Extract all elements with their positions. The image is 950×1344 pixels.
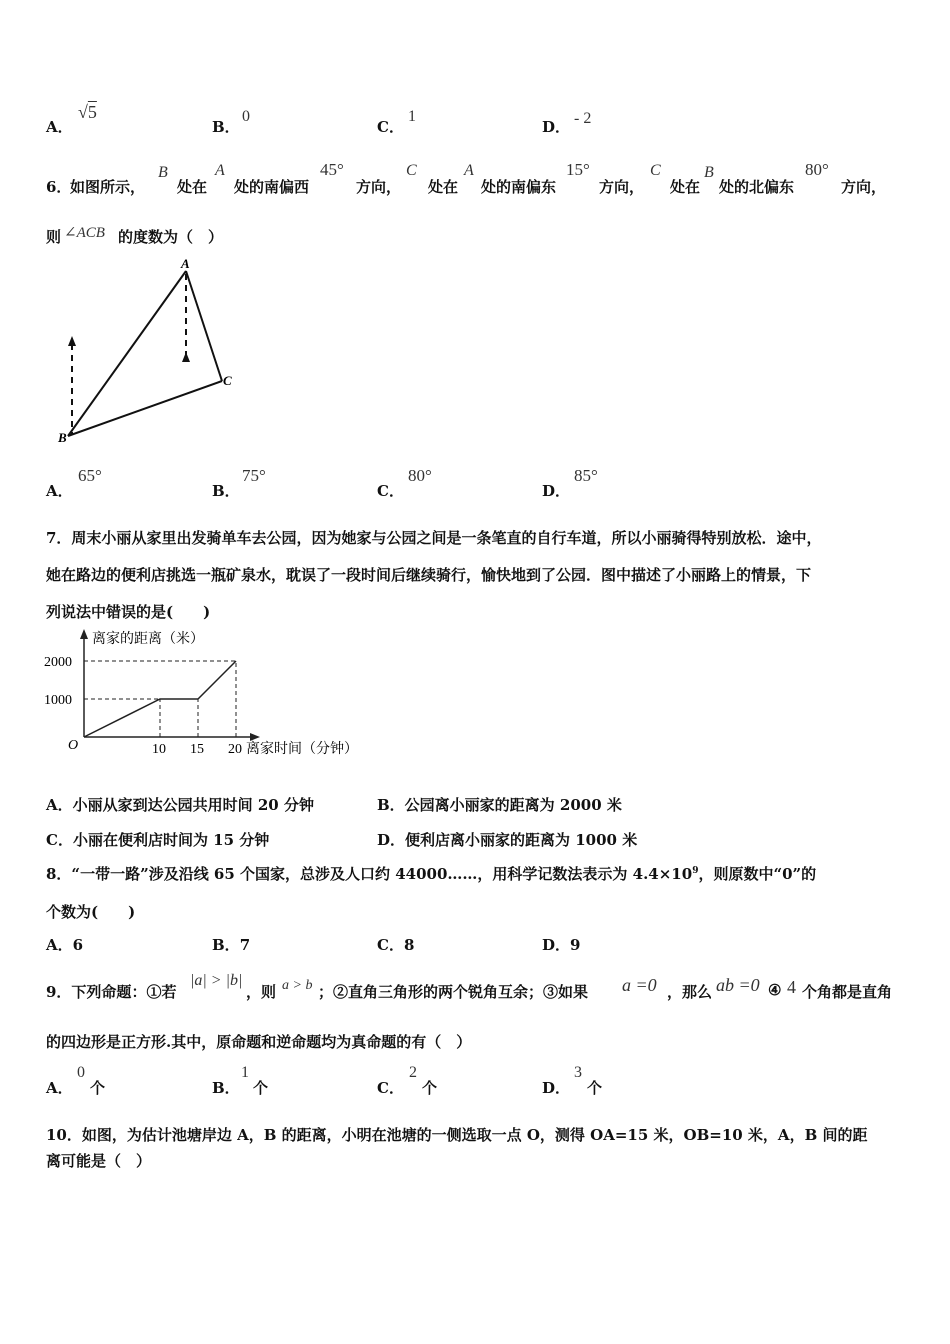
q7-line-1: 7．周末小丽从家里出发骑单车去公园，因为她家与公园之间是一条笔直的自行车道，所以小丽骑得特别放松．途中， [46, 529, 822, 547]
q6-fig-label-a: A [181, 256, 190, 271]
q6-side-bc [68, 381, 222, 436]
chart-origin-label: O [68, 738, 79, 753]
q6-option-b-value: 75° [242, 466, 266, 485]
q6-option-d-letter: D． [542, 482, 571, 500]
q9-option-b-value: 1 [241, 1064, 249, 1081]
q9-text-1: 9．下列命题：①若 [46, 983, 177, 1001]
q5-option-c-value: 1 [408, 108, 416, 125]
q6-A2: A [464, 162, 474, 179]
q6-text-9: 处的北偏东 [719, 178, 795, 196]
q6-side-ab [68, 271, 186, 436]
chart-x-label: 离家时间（分钟） [246, 740, 358, 756]
q6-text-6: 处的南偏东 [481, 178, 557, 196]
q5-option-d-value: - 2 [574, 110, 592, 127]
q7-option-d: D．便利店离小丽家的距离为 1000 米 [377, 831, 638, 849]
q6-option-c-value: 80° [408, 466, 432, 485]
q8-option-b: B．7 [212, 936, 251, 954]
chart-y-label: 离家的距离（米） [92, 630, 204, 646]
q6-text-4: 方向， [356, 178, 402, 196]
q6-option-a-value: 65° [78, 466, 102, 485]
q9-text-2: ，则 [246, 983, 277, 1001]
chart-y-tick-label: 1000 [44, 693, 72, 708]
q6-text-1: 如图所示， [70, 178, 146, 196]
q7-distance-time-chart [40, 625, 380, 765]
q9-option-b-unit: 个 [253, 1079, 269, 1097]
q6-triangle-figure [55, 250, 245, 445]
q6-option-d-value: 85° [574, 466, 598, 485]
q8-line-1 [46, 863, 816, 884]
q10-line-2: 离可能是（ ） [46, 1152, 152, 1170]
q6-text-8: 处在 [670, 178, 701, 196]
q5-option-c-letter: C． [377, 118, 404, 136]
q9-option-b-letter: B． [212, 1079, 240, 1097]
q6-degree-3: 80° [805, 160, 829, 179]
q8-exponent: 9 [692, 866, 699, 876]
q8-line-1-a: 8．“一带一路”涉及沿线 65 个国家，总涉及人口约 44000……，用科学记数法表示为 4.4×10 [46, 865, 693, 883]
q6-degree-1: 45° [320, 160, 344, 179]
q9-option-a-unit: 个 [90, 1079, 106, 1097]
q9-math-5: 4 [787, 977, 796, 997]
q9-math-4: ab =0 [716, 975, 760, 995]
q9-option-a-value: 0 [77, 1064, 85, 1081]
q5-option-a-value: √5 [78, 102, 97, 122]
q8-line-1-b: ，则原数中“0”的 [698, 865, 817, 883]
q8-option-d: D．9 [542, 936, 581, 954]
q6-B1: B [158, 164, 168, 181]
q8-option-c: C．8 [377, 936, 415, 954]
q6-text-3: 处的南偏西 [234, 178, 310, 196]
q6-line2-post: 的度数为（ ） [118, 228, 224, 246]
q8-option-a: A．6 [46, 936, 84, 954]
q6-angle: ∠ACB [64, 225, 105, 241]
chart-y-tick-label: 2000 [44, 655, 72, 670]
q9-math-1: |a| > |b| [190, 972, 243, 989]
chart-y-axis-arrow [80, 629, 88, 639]
q6-option-a-letter: A． [46, 482, 73, 500]
q9-option-d-letter: D． [542, 1079, 571, 1097]
q5-option-b-letter: B． [212, 118, 240, 136]
q9-math-2: a > b [282, 978, 313, 993]
q6-C1: C [406, 162, 417, 179]
q9-text-4: ，那么 [667, 983, 713, 1001]
q9-option-d-value: 3 [574, 1064, 582, 1081]
q6-north-arrow-a [182, 352, 190, 362]
q5-option-b-value: 0 [242, 108, 250, 125]
q5-option-a-letter: A． [46, 118, 73, 136]
q6-side-ac [186, 271, 222, 381]
q7-line-3: 列说法中错误的是( ) [46, 603, 211, 621]
q6-fig-label-b: B [58, 430, 67, 445]
q6-fig-label-c: C [223, 373, 232, 388]
q6-A1: A [215, 162, 225, 179]
q7-option-b: B．公园离小丽家的距离为 2000 米 [377, 796, 622, 814]
q9-text-6: 个角都是直角 [802, 983, 893, 1001]
q9-option-d-unit: 个 [587, 1079, 603, 1097]
q6-degree-2: 15° [566, 160, 590, 179]
q7-option-c: C．小丽在便利店时间为 15 分钟 [46, 831, 270, 849]
q7-option-a: A．小丽从家到达公园共用时间 20 分钟 [46, 796, 314, 814]
q6-C2: C [650, 162, 661, 179]
q9-option-c-letter: C． [377, 1079, 404, 1097]
q6-B2: B [704, 164, 714, 181]
q9-text-3: ；②直角三角形的两个锐角互余；③如果 [318, 983, 589, 1001]
q5-option-d-letter: D． [542, 118, 571, 136]
q9-option-c-value: 2 [409, 1064, 417, 1081]
q6-text-10: 方向， [841, 178, 887, 196]
q6-text-5: 处在 [428, 178, 459, 196]
q9-math-3: a =0 [622, 975, 657, 995]
q6-number: 6． [46, 178, 72, 196]
q7-line-2: 她在路边的便利店挑选一瓶矿泉水，耽误了一段时间后继续骑行，愉快地到了公园．图中描述了小丽路上的情景，下 [46, 566, 812, 584]
q6-text-7: 方向， [599, 178, 645, 196]
chart-x-tick-label: 15 [190, 742, 204, 757]
q6-option-b-letter: B． [212, 482, 240, 500]
chart-x-tick-label: 20 [228, 742, 242, 757]
q6-text-2: 处在 [177, 178, 208, 196]
chart-x-tick-label: 10 [152, 742, 166, 757]
q9-option-a-letter: A． [46, 1079, 73, 1097]
q6-north-arrow-b [68, 336, 76, 346]
q9-option-c-unit: 个 [422, 1079, 438, 1097]
q6-option-c-letter: C． [377, 482, 404, 500]
q6-line2-pre: 则 [46, 228, 62, 246]
q8-line-2: 个数为( ) [46, 903, 136, 921]
q9-line-2: 的四边形是正方形.其中，原命题和逆命题均为真命题的有（ ） [46, 1033, 472, 1051]
q9-text-5: ④ [768, 981, 782, 999]
q10-line-1: 10．如图，为估计池塘岸边 A，B 的距离，小明在池塘的一侧选取一点 O，测得 OA=15 米，OB=10 米，A，B 间的距 [46, 1126, 868, 1144]
